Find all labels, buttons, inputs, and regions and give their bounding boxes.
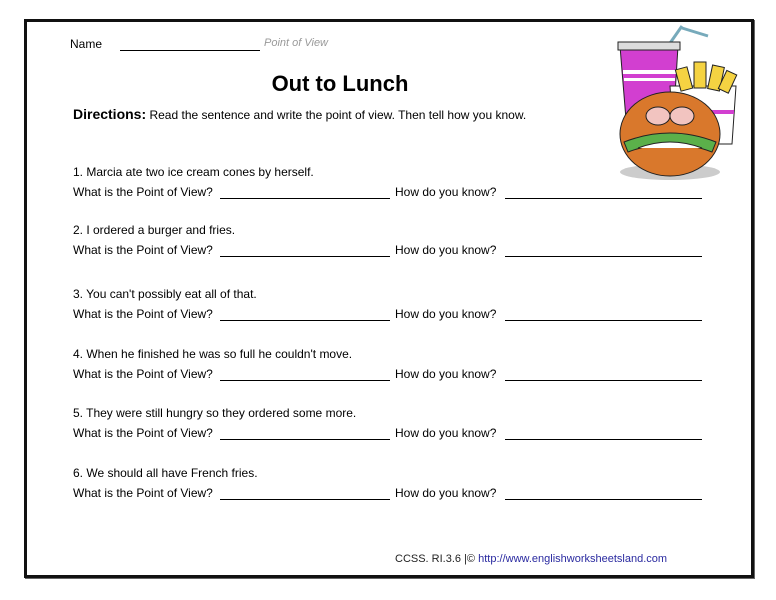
how-answer-line[interactable]: [505, 439, 702, 440]
pov-prompt: What is the Point of View?: [73, 367, 213, 381]
how-prompt: How do you know?: [395, 426, 497, 440]
pov-answer-line[interactable]: [220, 380, 390, 381]
question-text: 3. You can't possibly eat all of that.: [73, 287, 257, 301]
pov-prompt: What is the Point of View?: [73, 426, 213, 440]
pov-prompt: What is the Point of View?: [73, 185, 213, 199]
how-prompt: How do you know?: [395, 185, 497, 199]
how-prompt: How do you know?: [395, 243, 497, 257]
question-text: 6. We should all have French fries.: [73, 466, 258, 480]
how-answer-line[interactable]: [505, 256, 702, 257]
burger-icon: [620, 92, 720, 180]
directions-label: Directions:: [73, 106, 147, 122]
how-prompt: How do you know?: [395, 367, 497, 381]
question-text: 1. Marcia ate two ice cream cones by herself.: [73, 165, 314, 179]
lunch-illustration: [608, 24, 750, 184]
pov-answer-line[interactable]: [220, 256, 390, 257]
directions-text: Read the sentence and write the point of view. Then tell how you know.: [149, 108, 527, 122]
worksheet-title: Out to Lunch: [271, 71, 409, 96]
pov-answer-line[interactable]: [220, 499, 390, 500]
how-answer-line[interactable]: [505, 320, 702, 321]
how-prompt: How do you know?: [395, 307, 497, 321]
pov-answer-line[interactable]: [220, 439, 390, 440]
name-label: Name: [70, 37, 103, 51]
website-link[interactable]: http://www.englishworksheetsland.com: [478, 553, 668, 565]
how-answer-line[interactable]: [505, 499, 702, 500]
directions: [73, 106, 526, 122]
question-text: 2. I ordered a burger and fries.: [73, 223, 236, 237]
name-input-line[interactable]: [120, 50, 260, 51]
topic-label: Point of View: [264, 37, 329, 49]
question-text: 4. When he finished he was so full he couldn't move.: [73, 347, 353, 361]
how-answer-line[interactable]: [505, 380, 702, 381]
footer: [395, 553, 667, 565]
pov-prompt: What is the Point of View?: [73, 307, 213, 321]
pov-answer-line[interactable]: [220, 320, 390, 321]
pov-answer-line[interactable]: [220, 198, 390, 199]
pov-prompt: What is the Point of View?: [73, 486, 213, 500]
pov-prompt: What is the Point of View?: [73, 243, 213, 257]
how-answer-line[interactable]: [505, 198, 702, 199]
question-text: 5. They were still hungry so they ordered some more.: [73, 406, 357, 420]
how-prompt: How do you know?: [395, 486, 497, 500]
standard-label: CCSS. RI.3.6 |©: [395, 553, 476, 565]
